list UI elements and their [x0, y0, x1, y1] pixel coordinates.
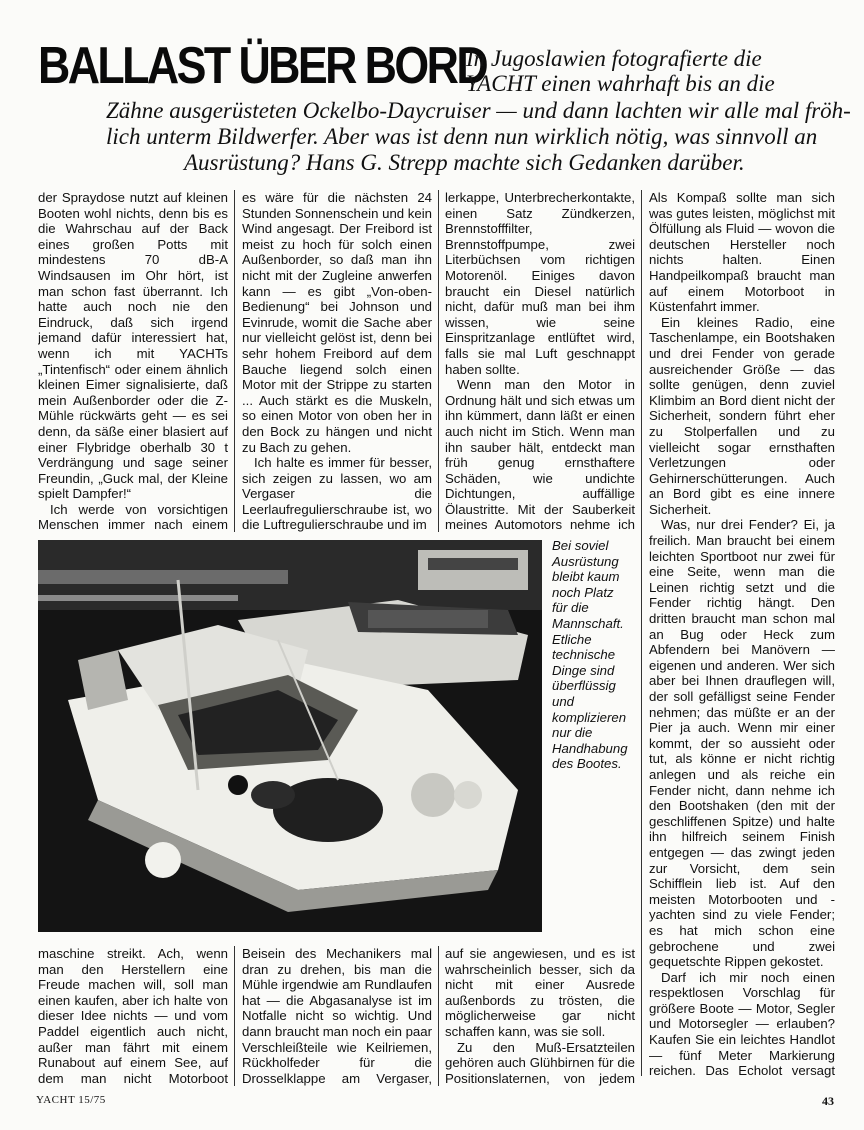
article-column-4 [649, 190, 835, 1080]
boat-photo [38, 540, 542, 932]
article-column-2-bottom [242, 946, 432, 1086]
paragraph: lerkappe, Unterbrecherkontakte, einen Satz Zündkerzen, Brennstofffilter, Brennstoffpumpe, zwei Literbüchsen vom richtigen Motorenöl. Einiges davon braucht ein Diesel natürlich nicht, dafür muß man bei ihm wissen, wie seine Einspritzanlage entlüftet wird, falls sie mal Luft geschnappt haben sollte. [445, 190, 635, 377]
headline: BALLAST ÜBER BORD [38, 37, 487, 95]
paragraph: Ich halte es immer für besser, sich zeigen zu lassen, wo am Vergaser die Leerlaufregulierschraube ist, wo die Luftregulierschraube und im [242, 455, 432, 532]
deck-line-3: Zähne ausgerüsteten Ockelbo-Daycruiser — und dann lachten wir alle mal fröh- [106, 98, 851, 123]
column-rule [234, 946, 235, 1086]
deck-line-2: YACHT einen wahrhaft bis an die [466, 71, 775, 96]
paragraph: Beisein des Mechanikers mal dran zu drehen, bis man die Mühle irgendwie am Rundlaufen hat — die Abgasanalyse ist im Notfalle nicht so wichtig. Und dann braucht man noch ein paar Verschleißteile wie Keilriemen, Rückholfeder für die Drosselklappe am Vergaser, [242, 946, 432, 1086]
paragraph: es wäre für die nächsten 24 Stunden Sonnenschein und kein Wind angesagt. Der Freibord ist meist zu hoch für solch einen Außenborder, so daß man ihn nicht mit der Zugleine anwerfen kann — es gibt „Von-oben-Bedienung“ bei Johnson und Evinrude, womit die Sache aber nur vielleicht gelöst ist, denn bei sehr hohem Freibord auf dem Bauche liegend solch einen Motor mit der Strippe zu starten ... Auch stärkt es die Muskeln, so einen Motor von oben her in den Bock zu hängen und nicht zu Bach zu gehen. [242, 190, 432, 455]
photo-caption: Bei soviel Ausrüstung bleibt kaum noch Platz für die Mannschaft. Etliche technische Dinge sind überflüssig und komplizieren nur die Handhabung des Bootes. [552, 538, 628, 772]
paragraph: Als Kompaß sollte man sich was gutes leisten, möglichst mit Ölfüllung als Fluid — wovon die deutschen Hersteller noch nichts halten. Einen Handpeilkompaß braucht man auf einem Motorboot in Küstenfahrt immer. [649, 190, 835, 315]
page-number: 43 [822, 1094, 834, 1108]
article-column-2-top [242, 190, 432, 532]
paragraph: Wenn man den Motor in Ordnung hält und sich etwas um ihn kümmert, dann läßt er einen auch nicht im Stich. Wenn man ihn sauber hält, entdeckt man früh genug ernsthaftere Schäden, wie undichte Dichtungen, auffällige Ölaustritte. Mit der Sauberkeit meines Automotors nehme ich [445, 377, 635, 532]
deck-line-1: In Jugoslawien fotografierte die [466, 46, 762, 71]
deck-line-5: Ausrüstung? Hans G. Strepp machte sich Gedanken darüber. [184, 150, 745, 175]
boat-photo-illustration [38, 540, 542, 932]
article-column-1-top [38, 190, 228, 532]
paragraph: auf sie angewiesen, und es ist wahrscheinlich besser, sich da nicht mit einer Ausrede außenbords zu trösten, die möglicherweise gar nicht schaffen kann, was sie soll. [445, 946, 635, 1039]
column-rule [438, 190, 439, 532]
article-column-1-bottom [38, 946, 228, 1086]
paragraph: Was, nur drei Fender? Ei, ja freilich. Man braucht bei einem leichten Sportboot nur zwei für eine Seite, wenn man die Leinen richtig setzt und die Fender richtig hängt. Den dritten braucht man schon mal an Bug oder Heck zum Abfendern bei Manövern —eigenen und anderen. Wer sich aber bei Ihnen drauflegen will, der soll gefälligst seine Fender nehmen; das müßte er an der Pier ja auch. Wenn mir einer kommt, der so aussieht oder tut, als könne er nicht richtig anlegen und als reiche ein Fender nicht, dann nehme ich den Bootshaken (den mit der geschliffenen Spitze) und halte ihn hilfreich seinem Finish entgegen — das zwingt jeden zur Vorsicht, dem sein Schifflein lieb ist. Auf den meisten Motorbooten und -yachten sind zu viele Fender; es hat mich schon eine gebrochene und zwei gequetschte Rippen gekostet. [649, 517, 835, 970]
article-column-3-bottom [445, 946, 635, 1086]
paragraph: der Spraydose nutzt auf kleinen Booten wohl nichts, denn bis es die Wahrschau auf der Back eines großen Potts mit mindestens 70 dB-A Windsausen im Ohr hört, ist man schon fast überrannt. Ich hatte auch noch nie den Eindruck, daß sich irgend jemand dafür interessiert hat, wenn ich mit YACHTs „Tintenfisch“ oder einem ähnlich kleinen Eimer signalisierte, daß mein Außenborder oder die Z-Mühle rückwärts geht — es sei denn, da säße einer blasiert auf einer Flybridge oberhalb 30 t Verdrängung und sage seiner Freundin, „Guck mal, der Kleine spielt Dampfer!“ [38, 190, 228, 502]
paragraph: Darf ich mir noch einen respektlosen Vorschlag für größere Boote — Motor, Segler und Motorsegler — erlauben? Kaufen Sie ein leichtes Handlot — fünf Meter Markierung reichen. Das Echolot versagt [649, 969, 835, 1079]
footer-magazine-issue: YACHT 15/75 [36, 1094, 106, 1106]
column-rule [641, 190, 642, 1076]
column-rule [438, 946, 439, 1086]
column-rule [234, 190, 235, 532]
paragraph: Zu den Muß-Ersatzteilen gehören auch Glühbirnen für die Positionslaternen, von jedem [445, 1039, 635, 1086]
paragraph: maschine streikt. Ach, wenn man den Herstellern eine Freude machen will, soll man einen kaufen, aber ich halte von dieser Idee nichts — und vom Paddel eigentlich auch nicht, außer man fährt mit einem Runabout auf einem See, auf dem man nicht Motorboot [38, 946, 228, 1086]
deck-line-4: lich unterm Bildwerfer. Aber was ist denn nun wirklich nötig, was sinnvoll an [106, 124, 818, 149]
article-column-3-top [445, 190, 635, 532]
paragraph: Ich werde von vorsichtigen Menschen immer nach einem [38, 501, 228, 532]
paragraph: Ein kleines Radio, eine Taschenlampe, ein Bootshaken und drei Fender von gerade ausreichender Größe — das sollte genügen, denn zuviel Klimbim an Bord dient nicht der Sicherheit, sondern führt eher zu Stolperfallen und zu vielleicht sogar ernsthaften Verletzungen oder Gehirnerschütterungen. Auch an Bord gibt es eine innere Sicherheit. [649, 314, 835, 517]
